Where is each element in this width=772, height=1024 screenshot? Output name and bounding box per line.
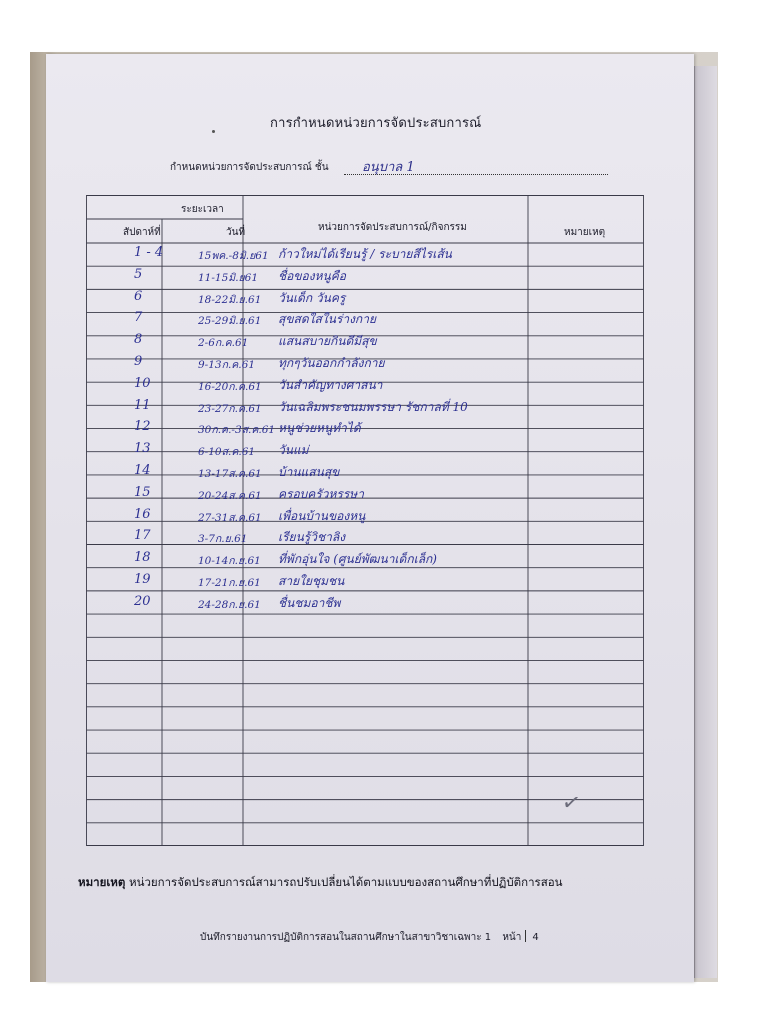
table-row <box>86 417 644 438</box>
footer-text: บันทึกรายงานการปฏิบัติการสอนในสถานศึกษาในสาขาวิชาเฉพาะ 1 <box>200 932 492 943</box>
check-mark-icon: ✓ <box>559 789 583 818</box>
class-level-value: อนุบาล 1 <box>362 160 415 175</box>
date-cell: 24-28ก.ย.61 <box>198 598 261 611</box>
remark-note-text: หน่วยการจัดประสบการณ์สามารถปรับเปลี่ยนได้ตามแบบของสถานศึกษาที่ปฏิบัติการสอน <box>129 875 563 889</box>
date-cell: 3-7ก.ย.61 <box>198 533 248 546</box>
week-cell: 20 <box>134 593 151 609</box>
table-row <box>86 548 644 569</box>
unit-cell: ทุกๆวันออกกำลังกาย <box>278 356 385 370</box>
class-level-line <box>170 160 610 180</box>
table-row <box>86 287 644 308</box>
week-cell: 15 <box>134 484 151 500</box>
unit-cell: ที่พักอุ่นใจ (ศูนย์พัฒนาเด็กเล็ก) <box>278 552 437 567</box>
table-row <box>86 570 644 591</box>
paper-speck <box>212 130 215 133</box>
table-row <box>86 330 644 351</box>
footer-separator <box>525 930 526 942</box>
week-cell: 19 <box>134 572 151 587</box>
unit-cell: ครอบครัวหรรษา <box>278 486 364 501</box>
week-cell: 11 <box>134 397 151 413</box>
unit-cell: สายใยชุมชน <box>278 574 345 588</box>
date-cell: 10-14ก.ย.61 <box>198 555 261 568</box>
table-row <box>86 265 644 286</box>
unit-cell: วันสำคัญทางศาสนา <box>278 377 383 392</box>
header-unit: หน่วยการจัดประสบการณ์/กิจกรรม <box>318 222 467 233</box>
table-row <box>86 374 644 395</box>
table-row <box>86 308 644 329</box>
remark-note <box>78 874 563 892</box>
footer-page-number: 4 <box>532 932 539 943</box>
date-cell: 15พค.-8มิ.ย61 <box>198 250 269 262</box>
date-cell: 9-13ก.ค.61 <box>198 359 256 371</box>
date-cell: 27-31ส.ค.61 <box>198 511 262 524</box>
unit-cell: วันเฉลิมพระชนมพรรษา รัชกาลที่ 10 <box>278 399 468 414</box>
week-cell: 14 <box>134 463 151 478</box>
unit-cell: ชื่นชมอาชีพ <box>278 595 341 610</box>
date-cell: 17-21ก.ย.61 <box>198 577 261 589</box>
unit-cell: วันเด็ก วันครู <box>278 290 346 305</box>
week-cell: 7 <box>134 310 143 326</box>
week-cell: 12 <box>134 419 151 435</box>
remark-note-label: หมายเหตุ <box>78 875 126 889</box>
class-level-label: กำหนดหน่วยการจัดประสบการณ์ ชั้น <box>170 162 329 173</box>
header-date: วันที่ <box>226 227 246 238</box>
table-row <box>86 439 644 460</box>
date-cell: 18-22มิ.ย.61 <box>198 293 262 306</box>
unit-cell: หนูช่วยหนูทำได้ <box>278 421 361 436</box>
header-week: สัปดาห์ที่ <box>123 227 161 238</box>
week-cell: 13 <box>134 441 151 457</box>
unit-cell: แสนสบายกินดีมีสุข <box>278 334 377 349</box>
table-row <box>86 592 644 613</box>
unit-cell: วันแม่ <box>278 443 309 458</box>
unit-cell: สุขสดใสในร่างกาย <box>278 312 376 327</box>
table-row <box>86 461 644 482</box>
date-cell: 6-10ส.ค.61 <box>198 446 256 459</box>
table-row <box>86 396 644 417</box>
next-page-edge <box>694 66 717 978</box>
unit-cell: เรียนรู้วิชาลิง <box>278 530 346 545</box>
week-cell: 17 <box>134 528 151 544</box>
document-title: การกำหนดหน่วยการจัดประสบการณ์ <box>270 116 482 131</box>
header-remark: หมายเหตุ <box>564 227 606 238</box>
date-cell: 25-29มิ.ย.61 <box>198 315 262 328</box>
table-row <box>86 526 644 547</box>
week-cell: 9 <box>134 354 143 369</box>
week-cell: 8 <box>134 332 143 348</box>
page-footer <box>200 930 539 945</box>
week-cell: 10 <box>134 375 151 391</box>
date-cell: 2-6ก.ค.61 <box>198 337 249 350</box>
unit-cell: ก้าวใหม่ได้เรียนรู้ / ระบายสีไรเส้น <box>278 247 452 261</box>
week-cell: 18 <box>134 550 151 566</box>
table-row <box>86 352 644 373</box>
week-cell: 5 <box>134 266 143 282</box>
table-row <box>86 483 644 504</box>
date-cell: 11-15มิ.ย61 <box>198 271 259 284</box>
table-row <box>86 505 644 526</box>
unit-cell: ชื่อของหนูคือ <box>278 268 346 283</box>
date-cell: 13-17ส.ค.61 <box>198 468 262 480</box>
date-cell: 16-20ก.ค.61 <box>198 380 262 393</box>
week-cell: 16 <box>134 506 151 522</box>
date-cell: 20-24ส.ค.61 <box>198 489 262 502</box>
table-row <box>86 243 644 264</box>
date-cell: 23-27ก.ค.61 <box>198 402 262 415</box>
date-cell: 30ก.ค.-3ส.ค.61 <box>198 424 276 437</box>
week-cell: 6 <box>134 288 143 304</box>
unit-cell: บ้านแสนสุข <box>278 465 340 479</box>
week-cell: 1 - 4 <box>134 245 164 260</box>
footer-page-label: หน้า <box>502 932 522 943</box>
header-period: ระยะเวลา <box>181 204 224 215</box>
schedule-table <box>86 195 644 846</box>
unit-cell: เพื่อนบ้านของหนู <box>278 508 366 523</box>
